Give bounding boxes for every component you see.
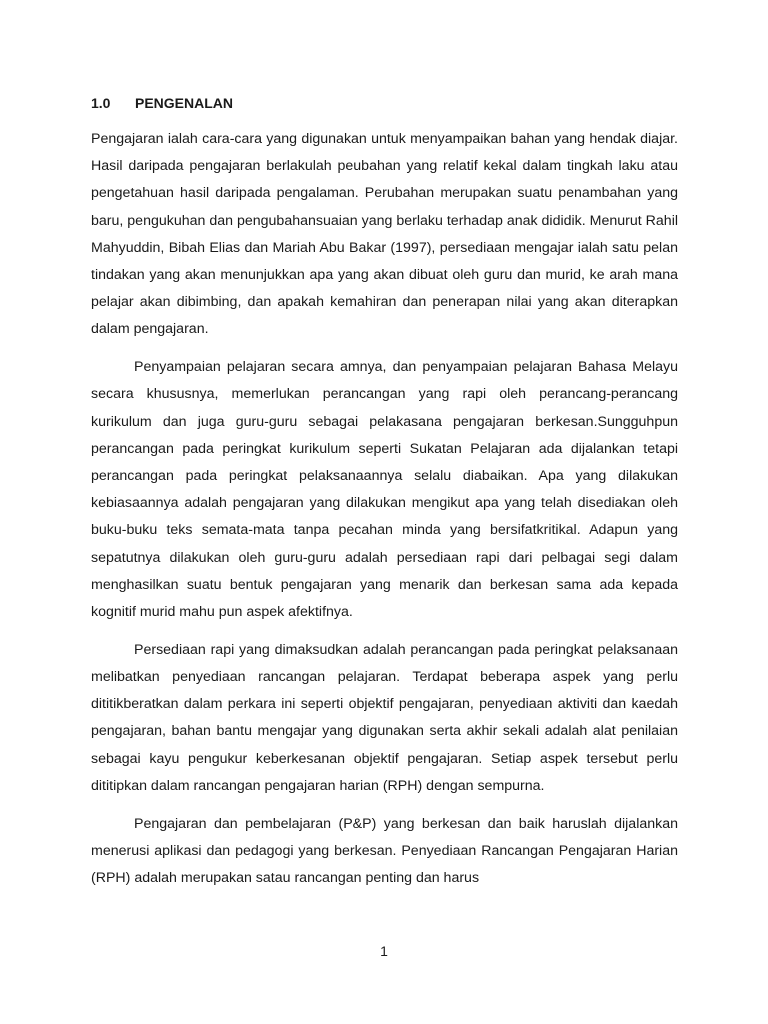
section-number: 1.0 — [91, 95, 111, 111]
paragraph-1: Pengajaran ialah cara-cara yang digunakan untuk menyampaikan bahan yang hendak diajar. Hasil daripada pengajaran berlakulah peubahan yang relatif kekal dalam tingkah laku atau pengetahuan hasil daripada pengalaman. Perubahan merupakan suatu penambahan yang baru, pengukuhan dan pengubahansuaian yang berlaku terhadap anak dididik. Menurut Rahil Mahyuddin, Bibah Elias dan Mariah Abu Bakar (1997), persediaan mengajar ialah satu pelan tindakan yang akan menunjukkan apa yang akan dibuat oleh guru dan murid, ke arah mana pelajar akan dibimbing, dan apakah kemahiran dan penerapan nilai yang akan diterapkan dalam pengajaran. — [91, 131, 678, 338]
paragraph-3: Persediaan rapi yang dimaksudkan adalah perancangan pada peringkat pelaksanaan melibatkan penyediaan rancangan pelajaran. Terdapat beberapa aspek yang perlu dititikberatkan dalam perkara ini seperti objektif pengajaran, penyediaan aktiviti dan kaedah pengajaran, bahan bantu mengajar yang digunakan serta akhir sekali adalah alat penilaian sebagai kayu pengukur keberkesanan objektif pengajaran. Setiap aspek tersebut perlu dititipkan dalam rancangan pengajaran harian (RPH) dengan sempurna. — [91, 641, 678, 794]
page-number: 1 — [380, 943, 388, 959]
section-title: PENGENALAN — [135, 95, 234, 111]
body-text — [91, 126, 678, 903]
paragraph-2: Penyampaian pelajaran secara amnya, dan penyampaian pelajaran Bahasa Melayu secara khususnya, memerlukan perancangan yang rapi oleh perancang-perancang kurikulum dan juga guru-guru sebagai pelakasana pengajaran berkesan.Sungguhpun perancangan pada peringkat kurikulum seperti Sukatan Pelajaran ada dijalankan tetapi perancangan pada peringkat pelaksanaannya selalu diabaikan. Apa yang dilakukan kebiasaannya adalah pengajaran yang dilakukan mengikut apa yang telah disediakan oleh buku-buku teks semata-mata tanpa pecahan minda yang bersifatkritikal. Adapun yang sepatutnya dilakukan oleh guru-guru adalah persediaan rapi dari pelbagai segi dalam menghasilkan suatu bentuk pengajaran yang menarik dan berkesan sama ada kepada kognitif murid mahu pun aspek afektifnya. — [91, 359, 678, 621]
section-heading — [91, 94, 233, 112]
paragraph-4: Pengajaran dan pembelajaran (P&P) yang berkesan dan baik haruslah dijalankan menerusi aplikasi dan pedagogi yang berkesan. Penyediaan Rancangan Pengajaran Harian (RPH) adalah merupakan satau rancangan penting dan harus — [91, 815, 678, 887]
